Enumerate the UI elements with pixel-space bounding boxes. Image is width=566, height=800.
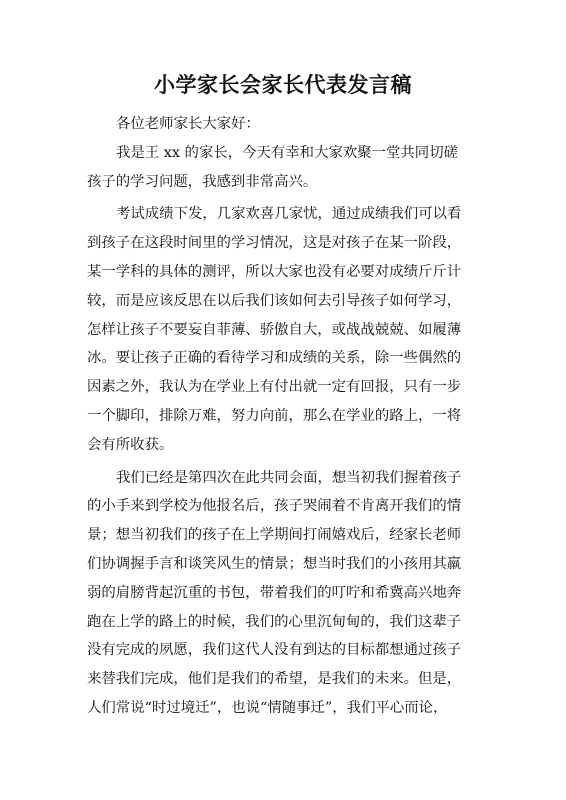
paragraph-3-line-2: 的小手来到学校为他报名后，孩子哭闹着不肯离开我们的情 [87,498,462,515]
paragraph-2-line-9: 会有所收获。 [87,436,174,453]
paragraph-1-line-2: 孩子的学习问题，我感到非常高兴。 [87,173,318,190]
paragraph-3-line-7: 没有完成的夙愿，我们这代人没有到达的目标都想通过孩子 [87,642,462,659]
paragraph-3-line-9: 人们常说“时过境迁”，也说“情随事迁”，我们平心而论， [87,699,448,716]
paragraph-2-line-5: 怎样让孩子不要妄自菲薄、骄傲自大，或战战兢兢、如履薄 [87,321,462,338]
paragraph-2-line-8: 一个脚印，排除万难，努力向前，那么在学业的路上，一将 [87,407,462,424]
paragraph-3-line-1: 我们已经是第四次在此共同会面，想当初我们握着孩子 [116,469,462,486]
paragraph-3-line-3: 景；想当初我们的孩子在上学期间打闹嬉戏后，经家长老师 [87,527,462,544]
document-body [87,110,492,723]
paragraph-2-line-7: 因素之外，我认为在学业上有付出就一定有回报，只有一步 [87,379,462,396]
paragraph-3-line-8: 来替我们完成，他们是我们的希望，是我们的未来。但是， [87,671,462,688]
paragraph-3-line-6: 跑在上学的路上的时候，我们的心里沉甸甸的，我们这辈子 [87,613,462,630]
paragraph-2-line-1: 考试成绩下发，几家欢喜几家忧，通过成绩我们可以看 [116,206,462,223]
paragraph-2-line-3: 某一学科的具体的测评，所以大家也没有必要对成绩斤斤计 [87,263,462,280]
paragraph-2-line-4: 较，而是应该反思在以后我们该如何去引导孩子如何学习， [87,292,462,309]
paragraph-2-line-6: 冰。要让孩子正确的看待学习和成绩的关系，除一些偶然的 [87,350,462,367]
paragraph-3-line-4: 们协调握手言和谈笑风生的情景；想当时我们的小孩用其羸 [87,555,462,572]
greeting-line: 各位老师家长大家好： [116,116,260,132]
paragraph-1-line-1: 我是王 xx 的家长，今天有幸和大家欢聚一堂共同切磋 [116,144,458,161]
document-title: 小学家长会家长代表发言稿 [154,72,412,97]
paragraph-2-line-2: 到孩子在这段时间里的学习情况，这是对孩子在某一阶段， [87,235,462,252]
paragraph-3-line-5: 弱的肩膀背起沉重的书包，带着我们的叮咛和希冀高兴地奔 [87,584,462,601]
